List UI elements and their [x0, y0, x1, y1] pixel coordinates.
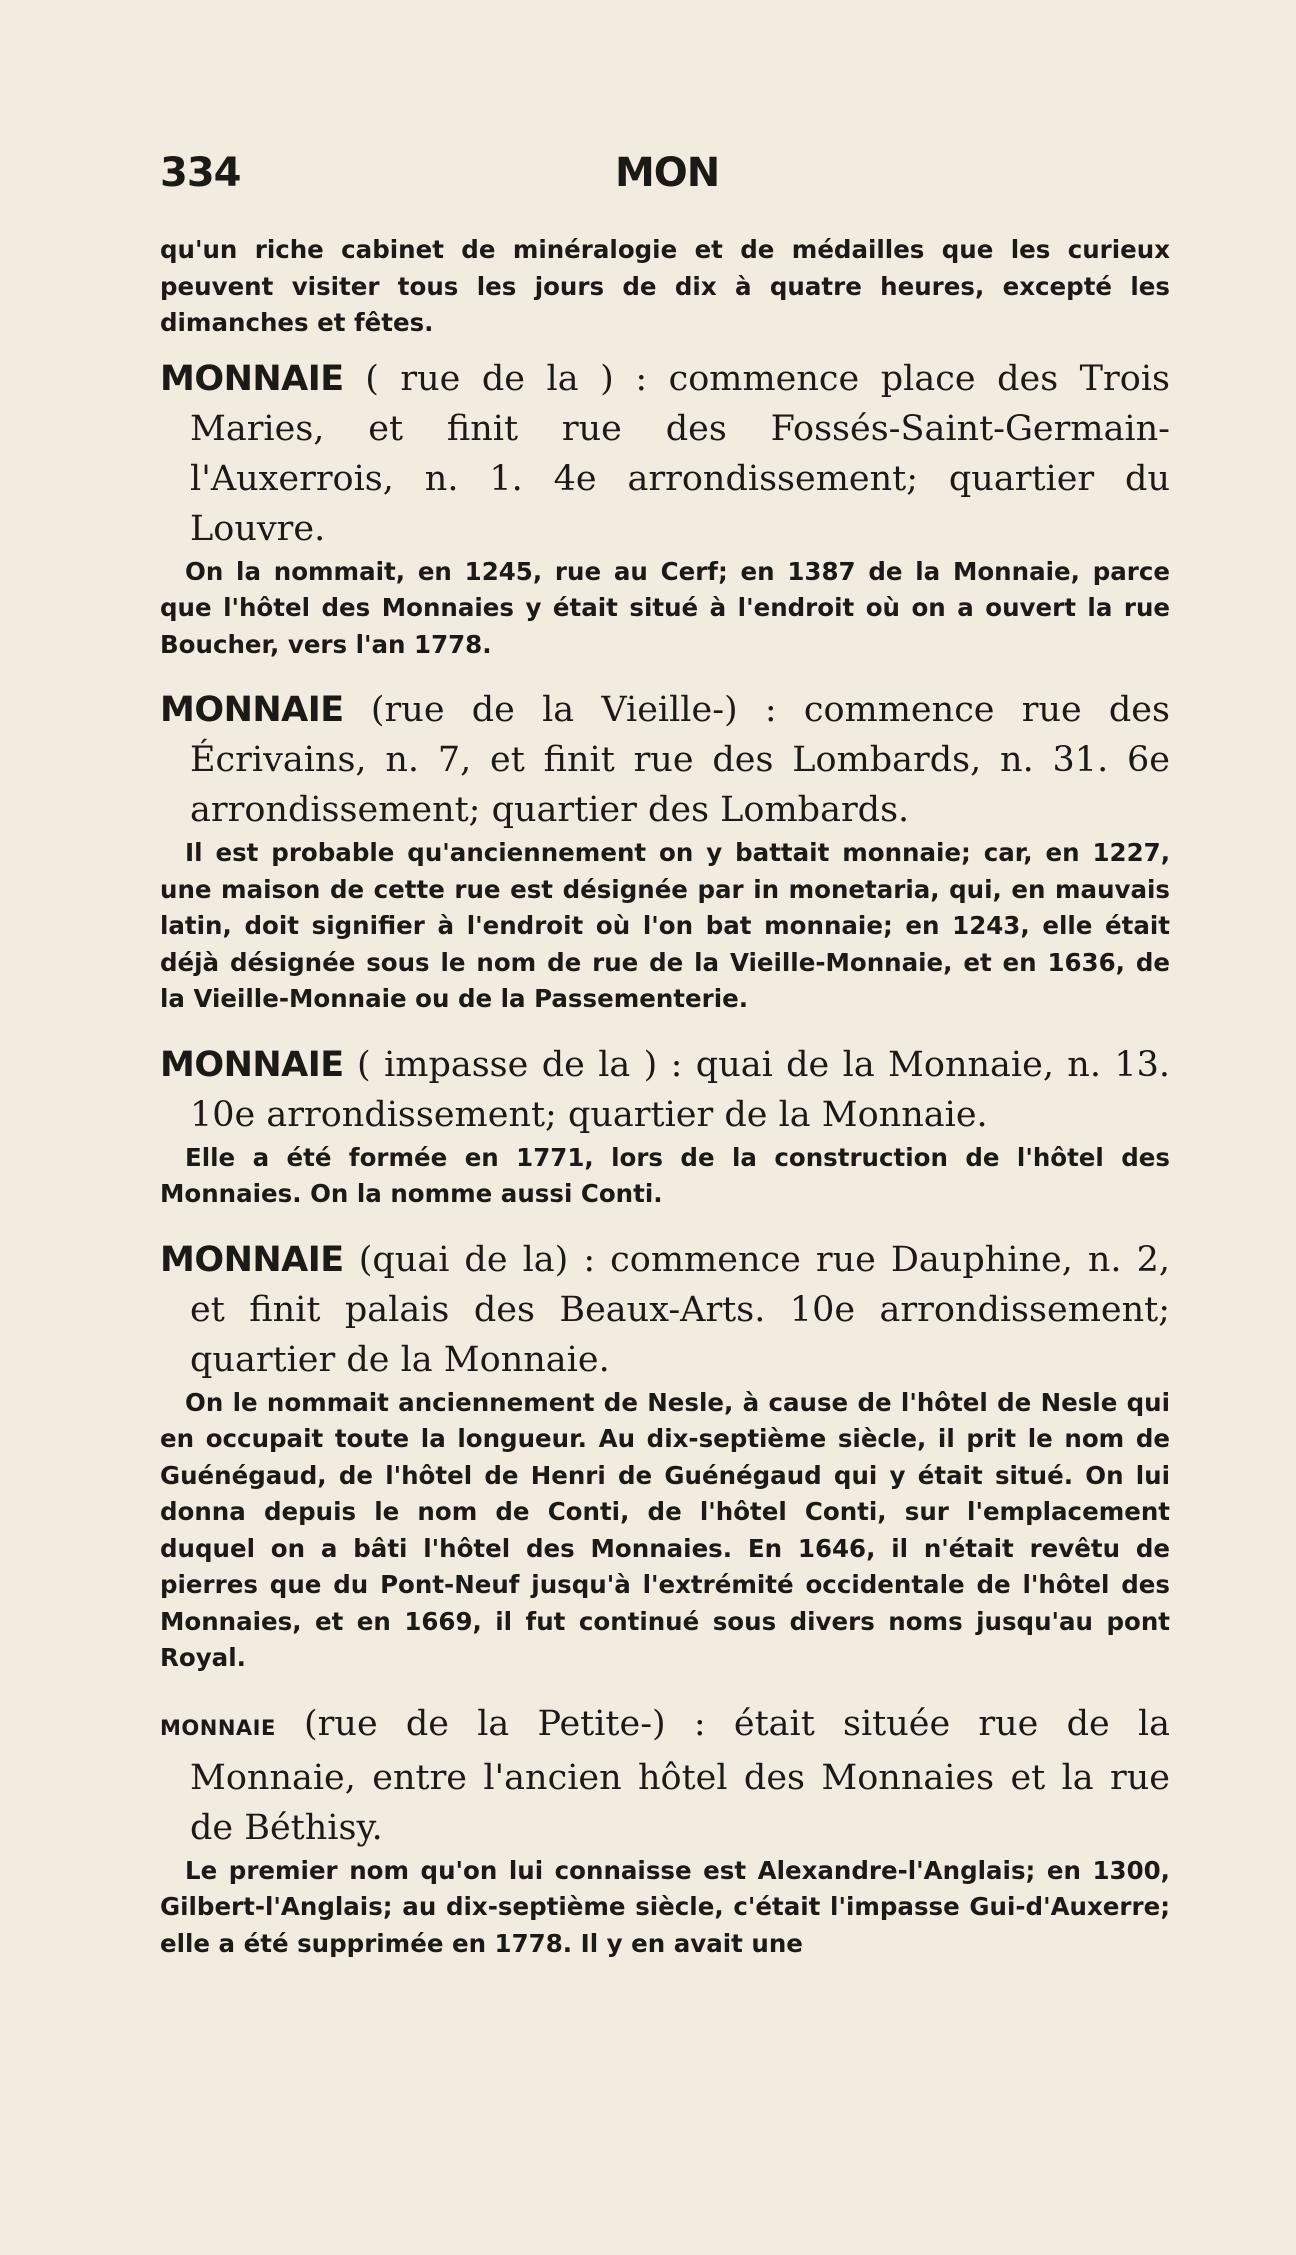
entry-keyword: MONNAIE: [160, 1715, 276, 1740]
entry-heading-text: ( impasse de la ) : quai de la Monnaie, n. 13. 10e arrondissement; quartier de la Monnaie.: [190, 1044, 1170, 1135]
entry-keyword: MONNAIE: [160, 690, 344, 730]
intro-paragraph: qu'un riche cabinet de minéralogie et de médailles que les curieux peuvent visiter tous les jours de dix à quatre heures, excepté les dimanches et fêtes.: [160, 235, 1170, 337]
entry-note: Il est probable qu'anciennement on y battait monnaie; car, en 1227, une maison de cette rue est désignée par in monetaria, qui, en mauvais latin, doit signifier à l'endroit où l'on bat monnaie; en 1243, elle était déjà désignée sous le nom de rue de la Vieille-Monnaie, et en 1636, de la Vieille-Monnaie ou de la Passementerie.: [160, 838, 1170, 1013]
entry-keyword: MONNAIE: [160, 1044, 344, 1085]
entry-note: Le premier nom qu'on lui connaisse est Alexandre-l'Anglais; en 1300, Gilbert-l'Anglais; au dix-septième siècle, c'était l'impasse Gui-d'Auxerre; elle a été supprimée en 1778. Il y en avait une: [160, 1855, 1170, 1958]
page-header: [160, 150, 1174, 210]
entry-heading-text: (rue de la Petite-) : était située rue de la Monnaie, entre l'ancien hôtel des Monnaies et la rue de Béthisy.: [190, 1703, 1170, 1848]
entry-keyword: MONNAIE: [160, 1239, 344, 1280]
entry-heading: [160, 1040, 1170, 1140]
entry-heading: [160, 685, 1170, 835]
entry-note: Elle a été formée en 1771, lors de la construction de l'hôtel des Monnaies. On la nomme aussi Conti.: [160, 1142, 1170, 1208]
entry-heading-text: ( rue de la ) : commence place des Trois Maries, et finit rue des Fossés-Saint-Germain-l'Auxerrois, n. 1. 4e arrondissement; quartier du Louvre.: [190, 358, 1170, 549]
entry-heading: [160, 354, 1170, 554]
entry-note: On le nommait anciennement de Nesle, à cause de l'hôtel de Nesle qui en occupait toute la longueur. Au dix-septième siècle, il prit le nom de Guénégaud, de l'hôtel de Henri de Guénégaud qui y était situé. On lui donna depuis le nom de Conti, de l'hôtel Conti, sur l'emplacement duquel on a bâti l'hôtel des Monnaies. En 1646, il n'était revêtu de pierres que du Pont-Neuf jusqu'à l'extrémité occidentale de l'hôtel des Monnaies, et en 1669, il fut continué sous divers noms jusqu'au pont Royal.: [160, 1387, 1170, 1672]
page-number: 334: [160, 150, 241, 196]
page-body: [160, 232, 1170, 1962]
entry-heading: [160, 1699, 1170, 1853]
running-head: MON: [615, 150, 720, 196]
entry-note: On la nommait, en 1245, rue au Cerf; en 1387 de la Monnaie, parce que l'hôtel des Monnaies y était situé à l'endroit où on a ouvert la rue Boucher, vers l'an 1778.: [160, 556, 1170, 659]
entry-heading-text: (rue de la Vieille-) : commence rue des Écrivains, n. 7, et finit rue des Lombards, n. 31. 6e arrondissement; quartier des Lombards.: [190, 690, 1170, 830]
entry-heading: [160, 1235, 1170, 1385]
entry-keyword: MONNAIE: [160, 358, 344, 399]
entry-heading-text: (quai de la) : commence rue Dauphine, n. 2, et finit palais des Beaux-Arts. 10e arrondissement; quartier de la Monnaie.: [190, 1239, 1170, 1380]
